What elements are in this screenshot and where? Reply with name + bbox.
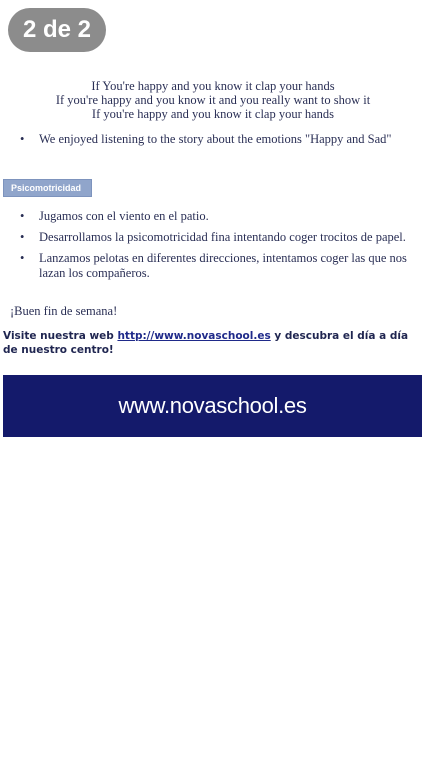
english-activity-list — [20, 132, 424, 147]
bullet-icon: • — [20, 209, 25, 223]
bullet-icon: • — [20, 251, 25, 265]
list-item-text: Desarrollamos la psicomotricidad fina intentando coger trocitos de papel. — [39, 230, 406, 244]
song-lyrics — [0, 79, 426, 121]
visit-suffix: y descubra el día a día de nuestro centro! — [3, 330, 409, 356]
song-line: If you're happy and you know it clap your hands — [91, 107, 335, 121]
list-item-text: Lanzamos pelotas en diferentes direcciones, intentamos coger las que nos lazan los compañeros. — [39, 251, 407, 280]
song-line: If You're happy and you know it clap your hands — [91, 79, 335, 93]
novaschool-banner[interactable] — [3, 375, 422, 437]
list-item-text: Jugamos con el viento en el patio. — [39, 209, 209, 223]
list-item — [20, 132, 424, 147]
list-item-text: We enjoyed listening to the story about the emotions "Happy and Sad" — [39, 132, 392, 146]
closing-greeting: ¡Buen fin de semana! — [10, 304, 118, 318]
list-item — [20, 251, 424, 280]
section-tag-psicomotricidad: Psicomotricidad — [3, 179, 92, 197]
song-line: If you're happy and you know it and you really want to show it — [55, 93, 371, 107]
banner-text: www.novaschool.es — [118, 393, 307, 418]
website-link[interactable]: http://www.novaschool.es — [117, 330, 271, 342]
list-item — [20, 230, 424, 245]
visit-website-text — [3, 329, 423, 357]
psicomotricidad-activity-list — [20, 209, 424, 287]
bullet-icon: • — [20, 230, 25, 244]
page-indicator-badge: 2 de 2 — [8, 8, 106, 52]
list-item — [20, 209, 424, 224]
visit-prefix: Visite nuestra web — [3, 330, 118, 342]
bullet-icon: • — [20, 132, 25, 146]
